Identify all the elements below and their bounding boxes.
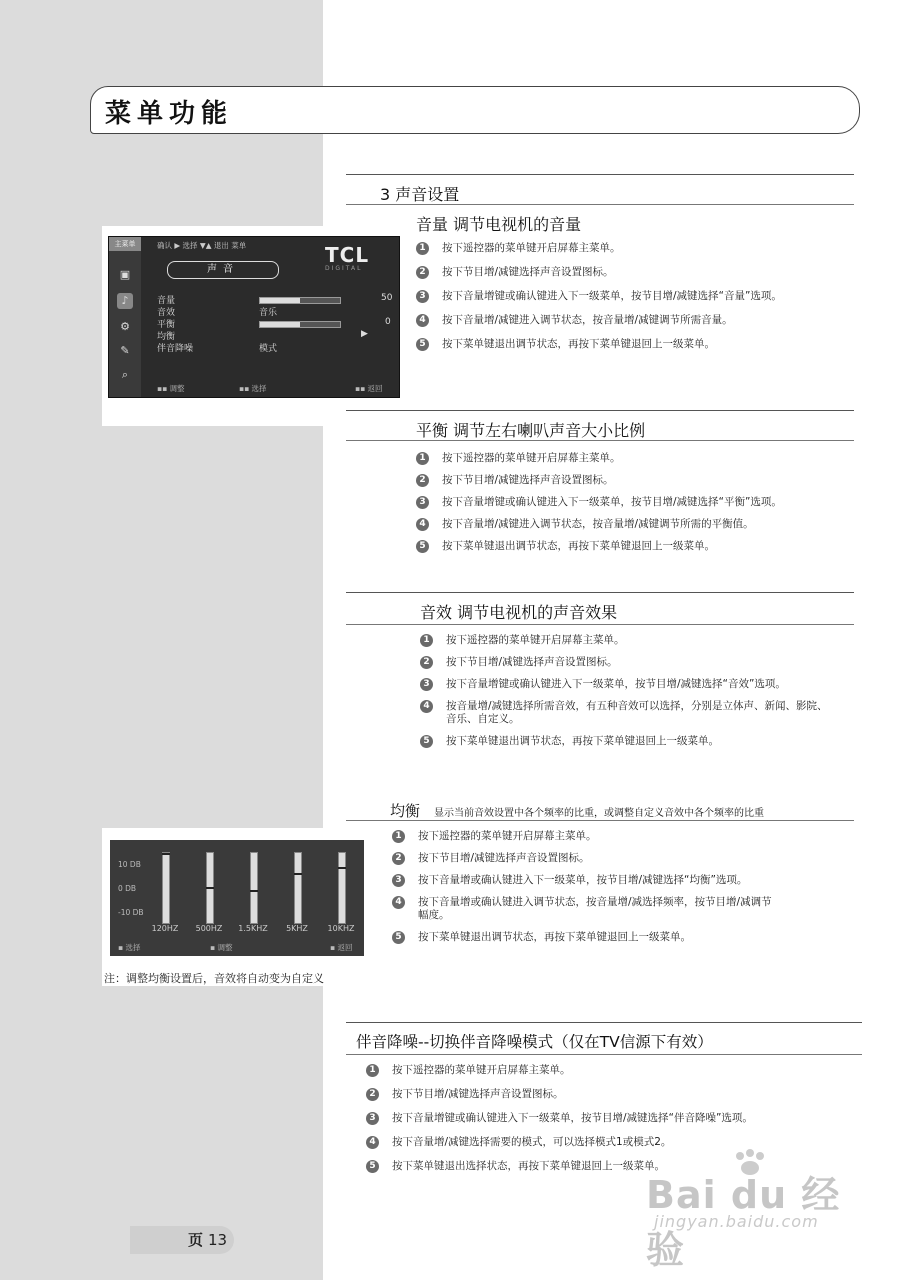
list-item: 4 按音量增/减键选择所需音效，有五种音效可以选择，分别是立体声、新闻、影院、音乐、自定义。: [418, 700, 838, 726]
divider: [346, 592, 854, 593]
page-number: [130, 1226, 234, 1254]
tv-breadcrumb: 确认 ▶ 选择 ▼▲ 退出 菜单: [157, 241, 247, 250]
picture-icon: ▣: [119, 268, 131, 281]
eq-slider-knob[interactable]: [250, 890, 258, 892]
list-item: 5 按下菜单键退出调节状态，再按下菜单键退回上一级菜单。: [414, 540, 844, 553]
page-header: [90, 86, 860, 134]
eq-frequency-label: 1.5KHZ: [238, 924, 268, 933]
tv-row-value: 音乐: [259, 308, 278, 318]
noise-title: 伴音降噪--切换伴音降噪模式（仅在TV信源下有效）: [356, 1033, 713, 1051]
tv-row-value: 50: [381, 293, 393, 303]
eq-slider-knob[interactable]: [206, 887, 214, 889]
eq-note: 注：调整均衡设置后，音效将自动变为自定义: [104, 972, 324, 985]
tv-footer-item: ▪▪ 调整: [157, 384, 185, 393]
list-item: 2 按下节目增/减键选择声音设置图标。: [390, 852, 830, 865]
list-item: 2 按下节目增/减键选择声音设置图标。: [364, 1088, 854, 1101]
tv-screen: [108, 236, 400, 398]
volume-title: 音量 调节电视机的音量: [416, 215, 582, 234]
list-item: 1 按下遥控器的菜单键开启屏幕主菜单。: [414, 452, 844, 465]
volume-steps: [414, 242, 844, 351]
list-item: 3 按下音量增键或确认键进入下一级菜单，按节目增/减键选择“平衡”选项。: [414, 496, 844, 509]
eq-frequency-label: 10KHZ: [327, 924, 355, 933]
eq-slider[interactable]: [206, 852, 214, 924]
tcl-logo-sub: DIGITAL: [325, 265, 363, 272]
balance-bar: [259, 321, 341, 328]
list-item: 4 按下音量增或确认键进入调节状态，按音量增/减选择频率，按节目增/减调节幅度。: [390, 896, 830, 922]
list-item: 1 按下遥控器的菜单键开启屏幕主菜单。: [414, 242, 844, 255]
eq-frequency-label: 500HZ: [195, 924, 223, 933]
tv-row-label: 平衡: [157, 320, 176, 330]
eq-slider[interactable]: [250, 852, 258, 924]
eq-slider-knob[interactable]: [294, 873, 302, 875]
effect-title: 音效 调节电视机的声音效果: [420, 603, 618, 622]
list-item: 5 按下菜单键退出调节状态，再按下菜单键退回上一级菜单。: [414, 338, 844, 351]
tv-footer-item: ▪▪ 选择: [239, 384, 267, 393]
eq-steps: [390, 830, 830, 944]
tv-icon-column: [109, 237, 141, 397]
list-item: 1 按下遥控器的菜单键开启屏幕主菜单。: [364, 1064, 854, 1077]
section-title: 3 声音设置: [380, 185, 460, 204]
db-label: 0 DB: [118, 884, 137, 893]
eq-slider[interactable]: [162, 852, 170, 924]
list-item: 5 按下菜单键退出调节状态，再按下菜单键退回上一级菜单。: [418, 735, 838, 748]
eq-frequency-label: 120HZ: [151, 924, 179, 933]
list-item: 4 按下音量增/减键进入调节状态，按音量增/减键调节所需音量。: [414, 314, 844, 327]
eq-screen: [110, 840, 364, 956]
eq-slider[interactable]: [338, 852, 346, 924]
eq-footer-item: ▪ 返回: [330, 943, 353, 952]
wrench-icon: ✎: [120, 344, 130, 357]
page-title: 菜单功能: [105, 99, 234, 129]
divider: [346, 204, 854, 205]
list-item: 3 按下音量增或确认键进入下一级菜单，按节目增/减键选择“均衡”选项。: [390, 874, 830, 887]
divider: [346, 820, 854, 821]
divider: [346, 440, 854, 441]
list-item: 5 按下菜单键退出调节状态，再按下菜单键退回上一级菜单。: [390, 931, 830, 944]
divider: [346, 410, 854, 411]
baidu-watermark: [640, 1148, 860, 1272]
divider: [346, 1022, 862, 1023]
tv-menu-screenshot: [102, 226, 400, 426]
left-gray-band: [0, 0, 323, 1280]
eq-footer-item: ▪ 选择: [118, 943, 141, 952]
divider: [346, 624, 854, 625]
divider: [346, 174, 854, 175]
search-icon: ⌕: [121, 368, 129, 381]
divider: [346, 1054, 862, 1055]
volume-bar: [259, 297, 341, 304]
tv-row-label: 音效: [157, 308, 176, 318]
list-item: 3 按下音量增键或确认键进入下一级菜单，按节目增/减键选择“音效”选项。: [418, 678, 838, 691]
music-note-icon: ♪: [117, 293, 133, 309]
gear-icon: ⚙: [120, 320, 130, 333]
list-item: 2 按下节目增/减键选择声音设置图标。: [414, 474, 844, 487]
list-item: 1 按下遥控器的菜单键开启屏幕主菜单。: [390, 830, 830, 843]
tv-row-value: ▶: [361, 329, 368, 339]
db-label: -10 DB: [118, 908, 144, 917]
tv-row-value: 模式: [259, 344, 278, 354]
eq-description: 显示当前音效设置中各个频率的比重，或调整自定义音效中各个频率的比重: [434, 808, 764, 819]
db-label: 10 DB: [118, 860, 141, 869]
effect-steps: [418, 634, 838, 748]
list-item: 3 按下音量增键或确认键进入下一级菜单，按节目增/减键选择“伴音降噪”选项。: [364, 1112, 854, 1125]
list-item: 5 按下菜单键退出选择状态，再按下菜单键退回上一级菜单。: [364, 1160, 854, 1173]
list-item: 2 按下节目增/减键选择声音设置图标。: [418, 656, 838, 669]
tv-row-label: 音量: [157, 296, 176, 306]
eq-slider-knob[interactable]: [338, 867, 346, 869]
watermark-brand: Bai du 经验: [646, 1173, 841, 1272]
list-item: 4 按下音量增/减键选择需要的模式，可以选择模式1或模式2。: [364, 1136, 854, 1149]
eq-slider-knob[interactable]: [162, 853, 170, 855]
list-item: 4 按下音量增/减键进入调节状态，按音量增/减键调节所需的平衡值。: [414, 518, 844, 531]
tv-tab: 主菜单: [109, 237, 141, 251]
tv-row-label: 均衡: [157, 332, 176, 342]
watermark-url: jingyan.baidu.com: [654, 1212, 819, 1231]
tv-row-label: 伴音降噪: [157, 344, 194, 354]
list-item: 2 按下节目增/减键选择声音设置图标。: [414, 266, 844, 279]
balance-title: 平衡 调节左右喇叭声音大小比例: [416, 421, 646, 440]
balance-steps: [414, 452, 844, 553]
page-value: 13: [208, 1231, 228, 1249]
tv-row-value: 0: [385, 317, 391, 327]
tcl-logo: TCL: [325, 243, 370, 267]
list-item: 1 按下遥控器的菜单键开启屏幕主菜单。: [418, 634, 838, 647]
eq-slider[interactable]: [294, 852, 302, 924]
eq-frequency-label: 5KHZ: [286, 924, 308, 933]
tv-footer-item: ▪▪ 返回: [355, 384, 383, 393]
tv-menu-title: 声音: [167, 261, 279, 279]
eq-title: 均衡: [390, 802, 421, 820]
page-label: 页: [188, 1231, 204, 1249]
list-item: 3 按下音量增键或确认键进入下一级菜单，按节目增/减键选择“音量”选项。: [414, 290, 844, 303]
eq-footer-item: ▪ 调整: [210, 943, 233, 952]
eq-screenshot: [102, 828, 370, 986]
